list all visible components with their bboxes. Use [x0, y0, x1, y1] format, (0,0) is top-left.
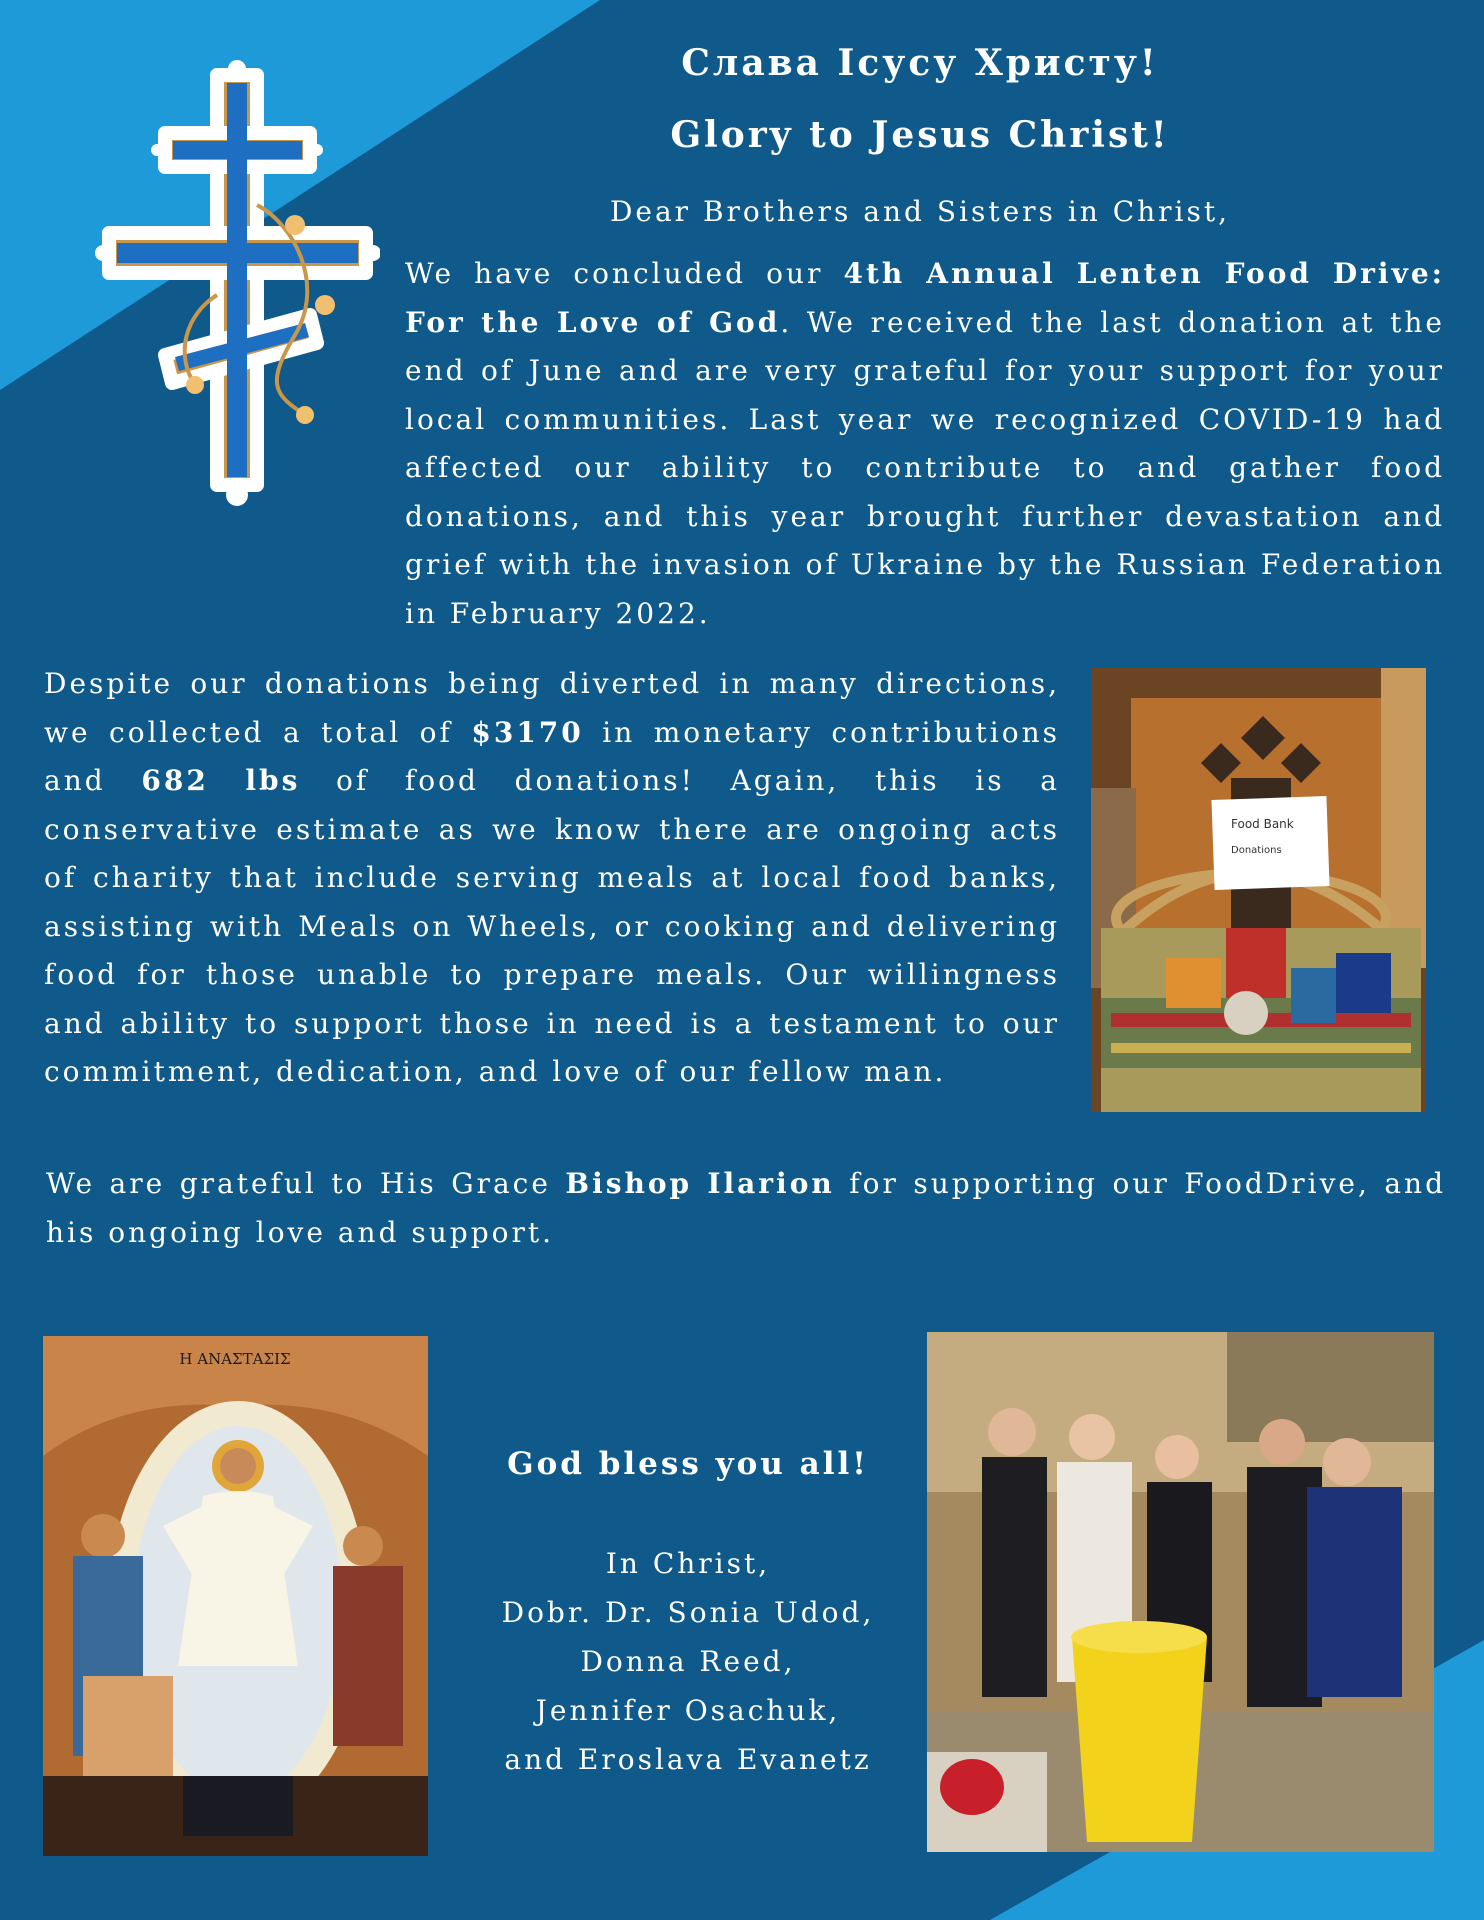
thanks-text-1: We are grateful to His Grace [46, 1167, 566, 1200]
results-text-1: Despite our donations being diverted in many directions, we collected a total of [44, 667, 1060, 749]
food-total: 682 lbs [141, 764, 301, 797]
food-drive-name: 4th Annual Lenten Food Drive: For the Love of God [405, 257, 1445, 339]
signer-2: Donna Reed, [580, 1645, 796, 1678]
basket-sign-line-1: Food Bank [1231, 817, 1294, 831]
salutation: Dear Brothers and Sisters in Christ, [609, 195, 1231, 228]
thanks-paragraph [46, 1160, 1446, 1257]
results-text-2: in monetary contributions and [44, 715, 1060, 797]
greeting-ukrainian: Слава Ісусу Христу! [681, 42, 1159, 84]
signer-4: and Eroslava Evanetz [504, 1743, 872, 1776]
food-basket-photo [1091, 668, 1426, 1112]
group-photo-illustration [927, 1332, 1434, 1852]
greeting-english: Glory to Jesus Christ! [670, 114, 1170, 156]
signer-3: Jennifer Osachuk, [535, 1694, 841, 1727]
resurrection-icon-image [43, 1336, 428, 1856]
sign-off: In Christ, [605, 1547, 771, 1580]
resurrection-illustration [43, 1336, 428, 1856]
intro-text-2: . We received the last donation at the end of June and are very grateful for your support for your local communities. Last year we recognized COVID-19 had affected our ability to contribute to and gather food donations, and this year brought further devastation and grief with the invasion of Ukraine by the Russian Federation in February 2022. [405, 305, 1445, 630]
bishop-name: Bishop Ilarion [565, 1167, 835, 1200]
orthodox-cross-icon [95, 55, 380, 515]
icon-inscription: Η ΑΝΑΣΤΑΣΙΣ [179, 1350, 291, 1368]
results-text-3: of food donations! Again, this is a conservative estimate as we know there are ongoing acts of charity that include serving meals at local food banks, assisting with Meals on Wheels, or cooking and delivering food for those unable to prepare meals. Our willingness and ability to support those in need is a testament to our commitment, dedication, and love of our fellow man. [44, 764, 1060, 1088]
basket-sign-line-2: Donations [1231, 845, 1282, 856]
intro-text-1: We have concluded our [405, 257, 844, 290]
blessing: God bless you all! [507, 1446, 869, 1482]
monetary-total: $3170 [471, 715, 584, 749]
intro-paragraph [405, 250, 1445, 638]
food-basket-illustration [1091, 668, 1426, 1112]
thanks-text-2: for supporting our FoodDrive, and his ongoing love and support. [46, 1167, 1446, 1249]
signer-1: Dobr. Dr. Sonia Udod, [501, 1596, 875, 1629]
results-paragraph [44, 660, 1060, 1097]
group-photo [927, 1332, 1434, 1852]
